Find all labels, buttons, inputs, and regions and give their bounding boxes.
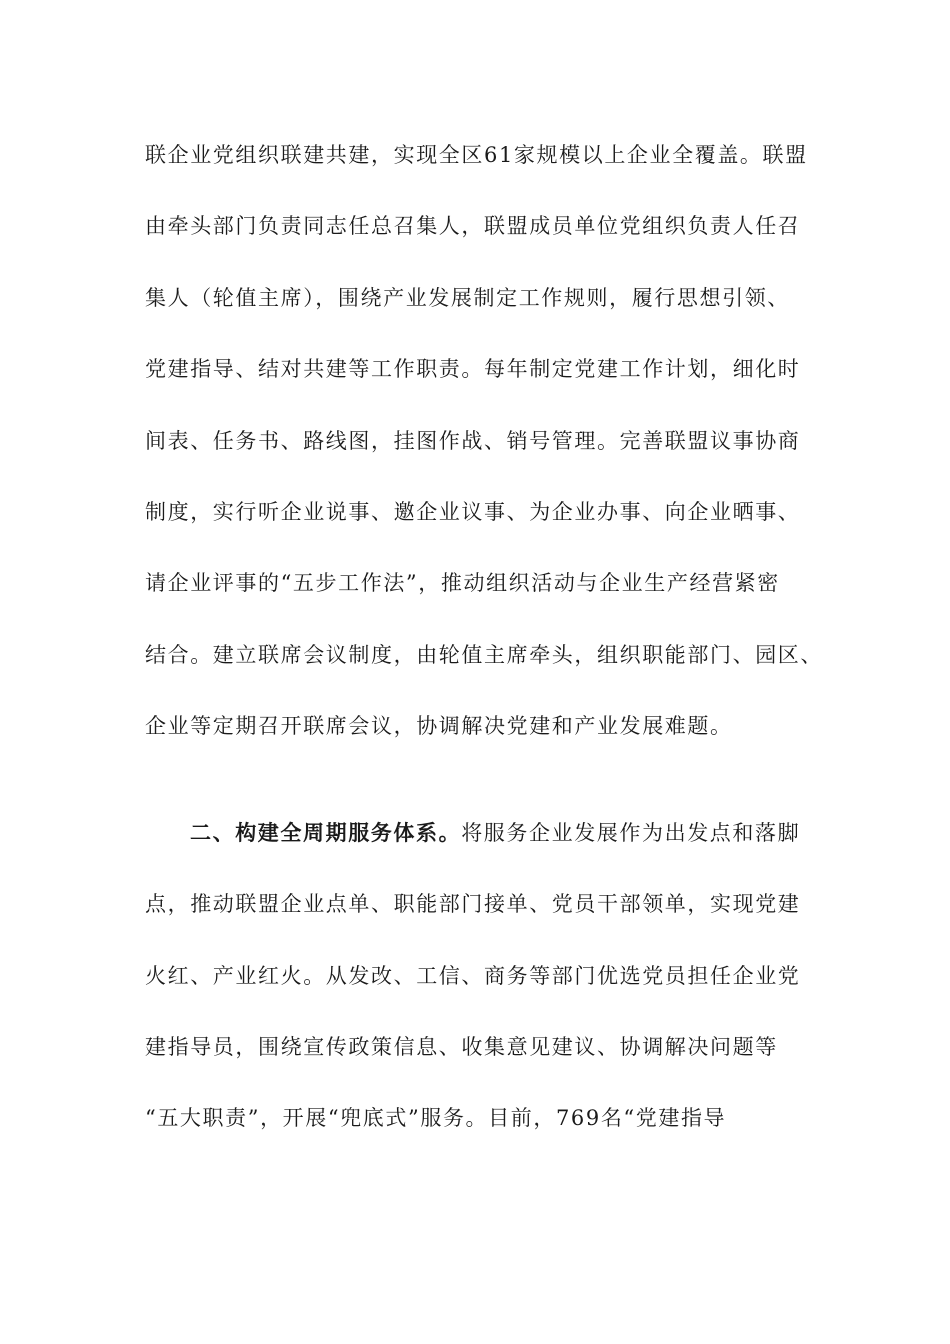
- paragraph-2-line-5: “五大职责”，开展“兜底式”服务。目前，769名“党建指导: [145, 1106, 727, 1130]
- section-heading: 二、构建全周期服务体系。: [190, 820, 462, 845]
- paragraph-1-line-4: 党建指导、结对共建等工作职责。每年制定党建工作计划，细化时: [145, 357, 801, 381]
- paragraph-2-line-3: 火红、产业红火。从发改、工信、商务等部门优选党员担任企业党: [145, 964, 801, 988]
- paragraph-1-line-8: 结合。建立联席会议制度，由轮值主席牵头，组织职能部门、园区、: [145, 643, 823, 667]
- paragraph-1-line-1: 联企业党组织联建共建，实现全区61家规模以上企业全覆盖。联盟: [145, 143, 808, 167]
- paragraph-2-line-1-text: 将服务企业发展作为出发点和落脚: [461, 821, 801, 845]
- paragraph-2-line-2: 点，推动联盟企业点单、职能部门接单、党员干部领单，实现党建: [145, 892, 801, 916]
- paragraph-1-line-7: 请企业评事的“五步工作法”，推动组织活动与企业生产经营紧密: [145, 571, 780, 595]
- paragraph-2-line-1: [190, 818, 870, 848]
- paragraph-2-line-4: 建指导员，围绕宣传政策信息、收集意见建议、协调解决问题等: [145, 1035, 778, 1059]
- paragraph-1-line-9: 企业等定期召开联席会议，协调解决党建和产业发展难题。: [145, 714, 733, 738]
- paragraph-1-line-2: 由牵头部门负责同志任总召集人，联盟成员单位党组织负责人任召: [145, 214, 801, 238]
- paragraph-1-line-5: 间表、任务书、路线图，挂图作战、销号管理。完善联盟议事协商: [145, 429, 801, 453]
- paragraph-1-line-6: 制度，实行听企业说事、邀企业议事、为企业办事、向企业晒事、: [145, 500, 801, 524]
- paragraph-1-line-3: 集人（轮值主席），围绕产业发展制定工作规则，履行思想引领、: [145, 286, 790, 310]
